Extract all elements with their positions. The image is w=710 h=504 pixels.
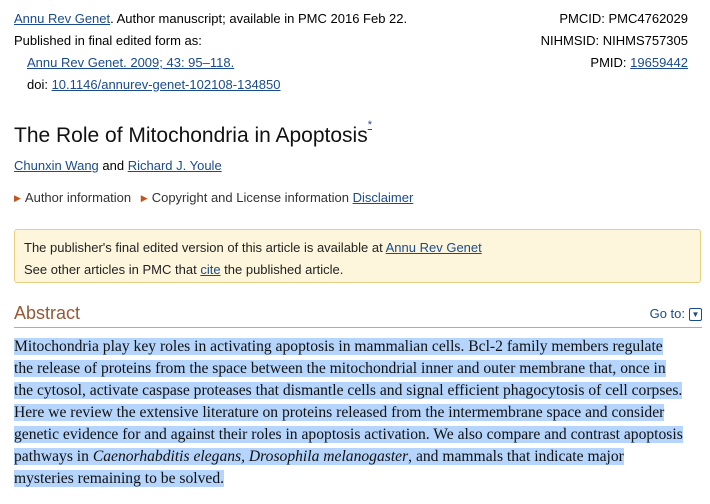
notice-line-2 — [24, 259, 691, 281]
author-link-2[interactable]: Richard J. Youle — [127, 158, 222, 173]
author-information-toggle[interactable]: Author information — [24, 190, 132, 205]
published-label: Published in final edited form as: — [14, 33, 202, 48]
abstract-heading: Abstract — [14, 303, 81, 323]
manuscript-line — [14, 11, 407, 27]
notice-text-2a: See other articles in PMC that — [24, 262, 201, 277]
doi-line — [27, 77, 280, 93]
abstract-line-text: Mitochondria play key roles in activating apoptosis in mammalian cells. Bcl-2 family members regulate — [14, 338, 663, 355]
citation-link[interactable]: Annu Rev Genet. 2009; 43: 95–118. — [27, 55, 235, 70]
abstract-line-text: genetic evidence for and against their roles in apoptosis activation. We also compare and contrast apoptosis — [14, 426, 683, 443]
article-title: The Role of Mitochondria in Apoptosis — [14, 124, 368, 147]
chevron-down-icon: ▼ — [689, 308, 702, 321]
abstract-line-text: Here we review the extensive literature on proteins released from the intermembrane space and consider — [14, 404, 665, 421]
pmid-label: PMID: — [590, 55, 631, 70]
abstract-line-text: the release of proteins from the space between the mitochondrial inner and outer membrane that, once in — [14, 360, 666, 377]
article-info-links — [14, 190, 413, 207]
abstract-line — [14, 424, 710, 446]
species-names: Caenorhabditis elegans, Drosophila melanogaster — [92, 448, 409, 465]
goto-label: Go to: — [649, 306, 685, 321]
notice-journal-link[interactable]: Annu Rev Genet — [385, 240, 482, 255]
triangle-right-icon: ▶ — [14, 193, 21, 203]
nihmsid: NIHMSID: NIHMS757305 — [540, 33, 688, 48]
pmcid: PMCID: PMC4762029 — [559, 11, 688, 26]
citation-line — [27, 55, 234, 71]
copyright-toggle[interactable]: Copyright and License information — [151, 190, 349, 205]
goto-control[interactable] — [650, 306, 702, 321]
abstract-line — [14, 358, 710, 380]
abstract-line — [14, 380, 710, 402]
abstract-line-text: the cytosol, activate caspase proteases that dismantle cells and signal efficient phagocytosis of cell corpses. — [14, 382, 683, 399]
cite-link[interactable]: cite — [200, 262, 221, 277]
abstract-line-text: mysteries remaining to be solved. — [14, 470, 225, 487]
abstract-body — [14, 336, 710, 490]
notice-text-1: The publisher's final edited version of this article is available at — [24, 240, 386, 255]
disclaimer-link[interactable]: Disclaimer — [352, 190, 414, 205]
abstract-line — [14, 468, 710, 490]
notice-line-1 — [24, 237, 691, 259]
abstract-line — [14, 336, 710, 358]
publisher-notice — [14, 229, 701, 283]
journal-link[interactable]: Annu Rev Genet — [14, 11, 111, 26]
abstract-line-text: , and mammals that indicate major — [408, 448, 624, 465]
author-separator: and — [98, 158, 128, 173]
author-link-1[interactable]: Chunxin Wang — [14, 158, 99, 173]
doi-link[interactable]: 10.1146/annurev-genet-102108-134850 — [51, 77, 281, 92]
manuscript-text: . Author manuscript; available in PMC 2016 Feb 22. — [110, 11, 408, 26]
triangle-right-icon: ▶ — [140, 193, 148, 203]
abstract-line-text: pathways in — [14, 448, 93, 465]
abstract-header — [14, 303, 702, 328]
abstract-line — [14, 446, 710, 468]
title-footnote-link[interactable]: * — [367, 119, 372, 131]
article-title-block — [14, 118, 372, 149]
pmid-line — [590, 55, 688, 71]
notice-text-2b: the published article. — [220, 262, 344, 277]
abstract-line — [14, 402, 710, 424]
pmid-link[interactable]: 19659442 — [630, 55, 688, 70]
doi-label: doi: — [27, 77, 52, 92]
author-list — [14, 158, 222, 174]
